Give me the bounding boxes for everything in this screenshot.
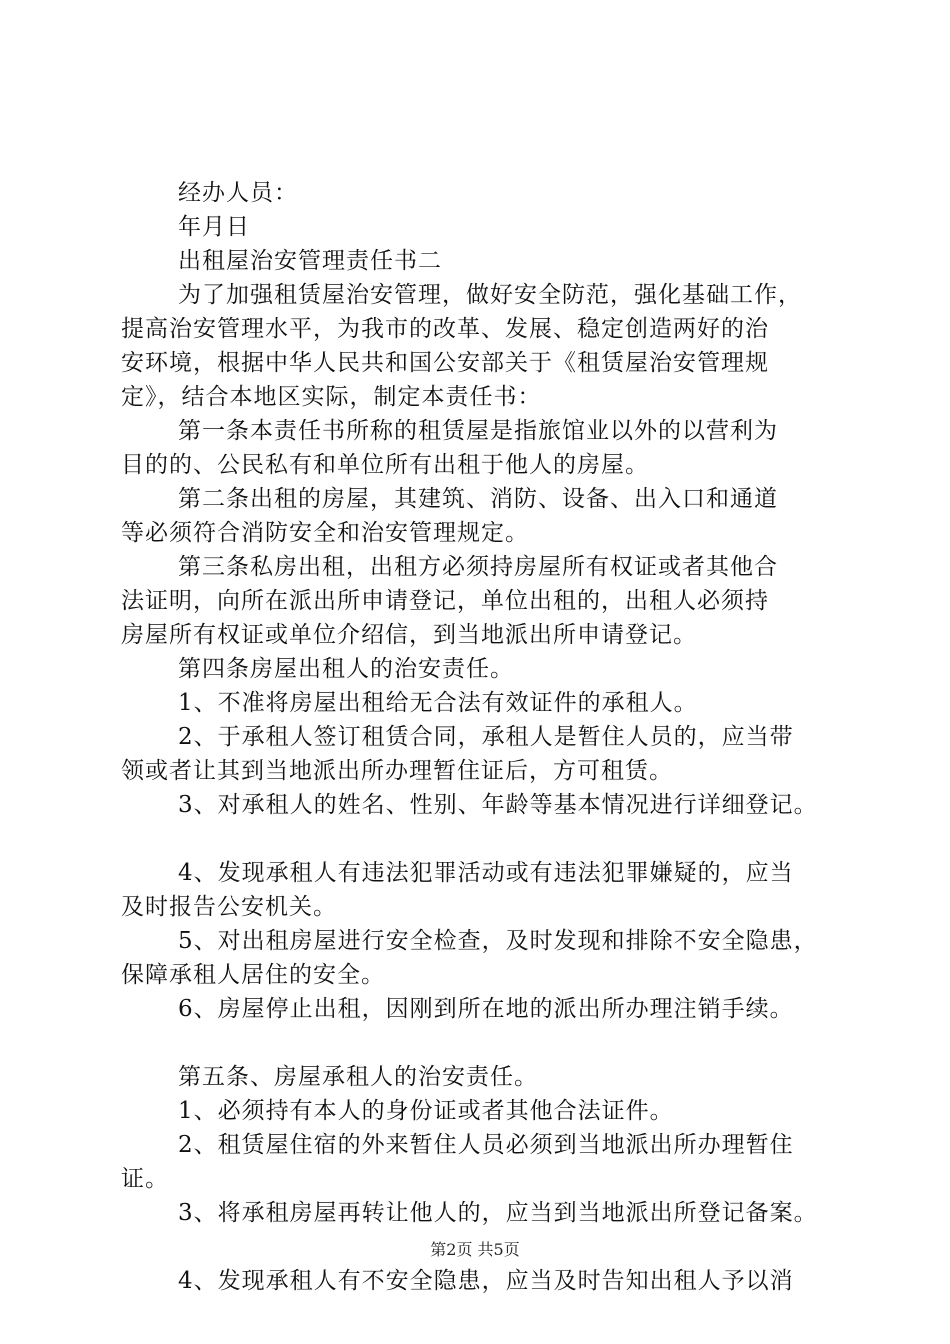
section-title: 出租屋治安管理责任书二 [178,248,442,274]
list-item: 3、将承租房屋再转让他人的，应当到当地派出所登记备案。 [178,1200,818,1226]
list-item: 1、必须持有本人的身份证或者其他合法证件。 [178,1098,674,1124]
text-line: 等必须符合消防安全和治安管理规定。 [121,520,529,546]
document-body [121,176,841,1298]
text-line: 安环境，根据中华人民共和国公安部关于《租赁屋治安管理规 [121,350,769,376]
list-item: 4、发现承租人有不安全隐患，应当及时告知出租人予以消 [178,1268,794,1294]
article-line: 第二条出租的房屋，其建筑、消防、设备、出入口和通道 [178,486,778,512]
list-item: 2、租赁屋住宿的外来暂住人员必须到当地派出所办理暂住 [178,1132,794,1158]
article-line: 第四条房屋出租人的治安责任。 [178,656,514,682]
text-line: 年月日 [178,214,250,240]
list-item: 4、发现承租人有违法犯罪活动或有违法犯罪嫌疑的，应当 [178,860,794,886]
text-line: 为了加强租赁屋治安管理，做好安全防范，强化基础工作， [178,282,802,308]
paragraph-gap [121,822,841,856]
list-item: 6、房屋停止出租，因刚到所在地的派出所办理注销手续。 [178,996,794,1022]
text-line: 证。 [121,1166,169,1192]
list-item: 5、对出租房屋进行安全检查，及时发现和排除不安全隐患， [178,928,818,954]
list-item: 1、不准将房屋出租给无合法有效证件的承租人。 [178,690,698,716]
text-line: 保障承租人居住的安全。 [121,962,385,988]
text-line: 法证明，向所在派出所申请登记，单位出租的，出租人必须持 [121,588,769,614]
text-line: 经办人员： [178,180,298,206]
list-item: 3、对承租人的姓名、性别、年龄等基本情况进行详细登记。 [178,792,818,818]
list-item: 2、于承租人签订租赁合同，承租人是暂住人员的，应当带 [178,724,794,750]
article-line: 第一条本责任书所称的租赁屋是指旅馆业以外的以营利为 [178,418,778,444]
text-line: 提高治安管理水平，为我市的改革、发展、稳定创造两好的治 [121,316,769,342]
article-line: 第三条私房出租，出租方必须持房屋所有权证或者其他合 [178,554,778,580]
text-line: 房屋所有权证或单位介绍信，到当地派出所申请登记。 [121,622,697,648]
text-line: 目的的、公民私有和单位所有出租于他人的房屋。 [121,452,649,478]
paragraph-gap [121,1026,841,1060]
text-line: 及时报告公安机关。 [121,894,337,920]
text-line: 定》，结合本地区实际，制定本责任书： [121,384,542,410]
page-number-footer: 第2页 共5页 [430,1240,520,1259]
article-line: 第五条、房屋承租人的治安责任。 [178,1064,538,1090]
text-line: 领或者让其到当地派出所办理暂住证后，方可租赁。 [121,758,673,784]
